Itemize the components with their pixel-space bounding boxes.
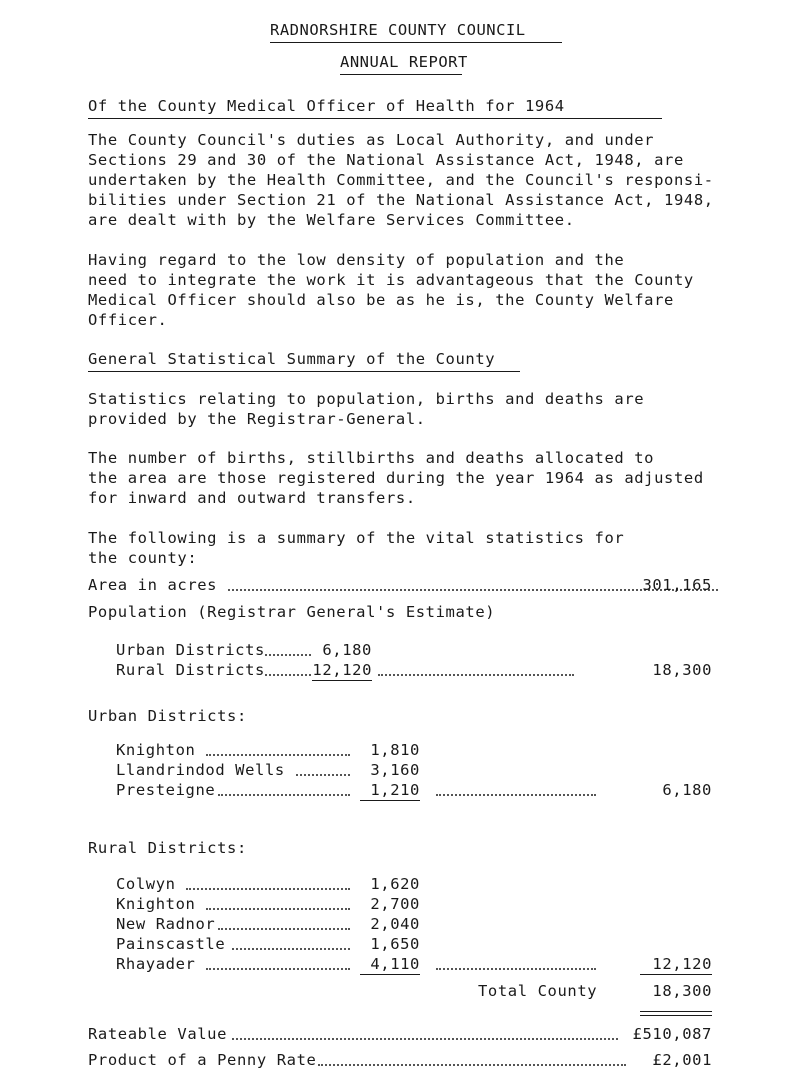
paragraph-1-line-2: Sections 29 and 30 of the National Assistance Act, 1948, are — [88, 151, 684, 169]
urban-district-name: Knighton — [116, 741, 196, 759]
urban-district-dots — [206, 754, 350, 756]
rural-districts-heading: Rural Districts: — [88, 839, 247, 857]
paragraph-1-line-3: undertaken by the Health Committee, and the Council's responsi- — [88, 171, 714, 189]
rural-district-dots — [206, 968, 350, 970]
area-value: 301,165 — [642, 576, 712, 594]
paragraph-1-line-1: The County Council's duties as Local Authority, and under — [88, 131, 655, 149]
rateable-value-label: Rateable Value — [88, 1025, 228, 1043]
urban-district-dots — [296, 774, 350, 776]
paragraph-4-line-3: for inward and outward transfers. — [88, 489, 416, 507]
rural-district-value: 1,620 — [370, 875, 420, 893]
urban-district-value: 1,210 — [370, 781, 420, 799]
population-heading: Population (Registrar General's Estimate) — [88, 603, 496, 621]
paragraph-4-line-1: The number of births, stillbirths and deaths allocated to — [88, 449, 655, 467]
total-county-double-rule-top — [640, 1011, 712, 1012]
council-name-underline — [270, 42, 562, 43]
rural-district-value: 2,040 — [370, 915, 420, 933]
urban-district-value: 3,160 — [370, 761, 420, 779]
paragraph-3-line-2: provided by the Registrar-General. — [88, 410, 426, 428]
rural-district-value: 2,700 — [370, 895, 420, 913]
population-rural-value: 12,120 — [312, 661, 372, 679]
rural-total-dots — [436, 968, 596, 970]
paragraph-5-line-2: the county: — [88, 549, 198, 567]
paragraph-4-line-2: the area are those registered during the year 1964 as adjusted — [88, 469, 704, 487]
rateable-value-value: £510,087 — [632, 1025, 712, 1043]
rural-district-dots — [186, 888, 350, 890]
penny-rate-value: £2,001 — [652, 1051, 712, 1069]
report-label: ANNUAL REPORT — [340, 53, 468, 71]
total-county-double-rule-bottom — [640, 1015, 712, 1016]
population-total-dots — [378, 674, 574, 676]
rural-districts-total: 12,120 — [652, 955, 712, 973]
penny-rate-label: Product of a Penny Rate — [88, 1051, 317, 1069]
urban-district-dots — [218, 794, 350, 796]
population-total-value: 18,300 — [652, 661, 712, 679]
urban-district-value: 1,810 — [370, 741, 420, 759]
rural-district-dots — [232, 948, 350, 950]
urban-district-name: Presteigne — [116, 781, 216, 799]
paragraph-2-line-2: need to integrate the work it is advantageous that the County — [88, 271, 694, 289]
urban-district-name: Llandrindod Wells — [116, 761, 285, 779]
population-rural-label: Rural Districts — [116, 661, 265, 679]
urban-district-underline — [360, 800, 420, 801]
rural-district-name: Painscastle — [116, 935, 226, 953]
rural-district-value: 4,110 — [370, 955, 420, 973]
rateable-value-dots — [232, 1038, 618, 1040]
rural-total-underline — [640, 974, 712, 975]
rural-district-underline — [360, 974, 420, 975]
paragraph-2-line-4: Officer. — [88, 311, 168, 329]
paragraph-2-line-3: Medical Officer should also be as he is, the County Welfare — [88, 291, 674, 309]
rural-district-name: Colwyn — [116, 875, 176, 893]
paragraph-5-line-1: The following is a summary of the vital statistics for — [88, 529, 625, 547]
population-urban-value: 6,180 — [322, 641, 372, 659]
rural-district-name: Knighton — [116, 895, 196, 913]
population-urban-label: Urban Districts — [116, 641, 265, 659]
urban-districts-total: 6,180 — [662, 781, 712, 799]
section-heading: General Statistical Summary of the County — [88, 350, 496, 368]
paragraph-2-line-1: Having regard to the low density of population and the — [88, 251, 625, 269]
total-county-value: 18,300 — [652, 982, 712, 1000]
total-county-label: Total County — [478, 982, 598, 1000]
report-title-underline — [88, 118, 662, 119]
population-rural-underline — [312, 680, 372, 681]
paragraph-1-line-4: bilities under Section 21 of the National Assistance Act, 1948, — [88, 191, 714, 209]
area-label: Area in acres — [88, 576, 218, 594]
report-label-underline — [340, 74, 462, 75]
paragraph-3-line-1: Statistics relating to population, births and deaths are — [88, 390, 645, 408]
rural-district-name: New Radnor — [116, 915, 216, 933]
urban-districts-heading: Urban Districts: — [88, 707, 247, 725]
urban-total-dots — [436, 794, 596, 796]
rural-district-dots — [206, 908, 350, 910]
rural-district-name: Rhayader — [116, 955, 196, 973]
rural-district-dots — [218, 928, 350, 930]
section-heading-underline — [88, 371, 520, 372]
rural-district-value: 1,650 — [370, 935, 420, 953]
paragraph-1-line-5: are dealt with by the Welfare Services Committee. — [88, 211, 575, 229]
council-name: RADNORSHIRE COUNTY COUNCIL — [270, 21, 526, 39]
penny-rate-dots — [318, 1064, 626, 1066]
report-title: Of the County Medical Officer of Health for 1964 — [88, 97, 565, 115]
